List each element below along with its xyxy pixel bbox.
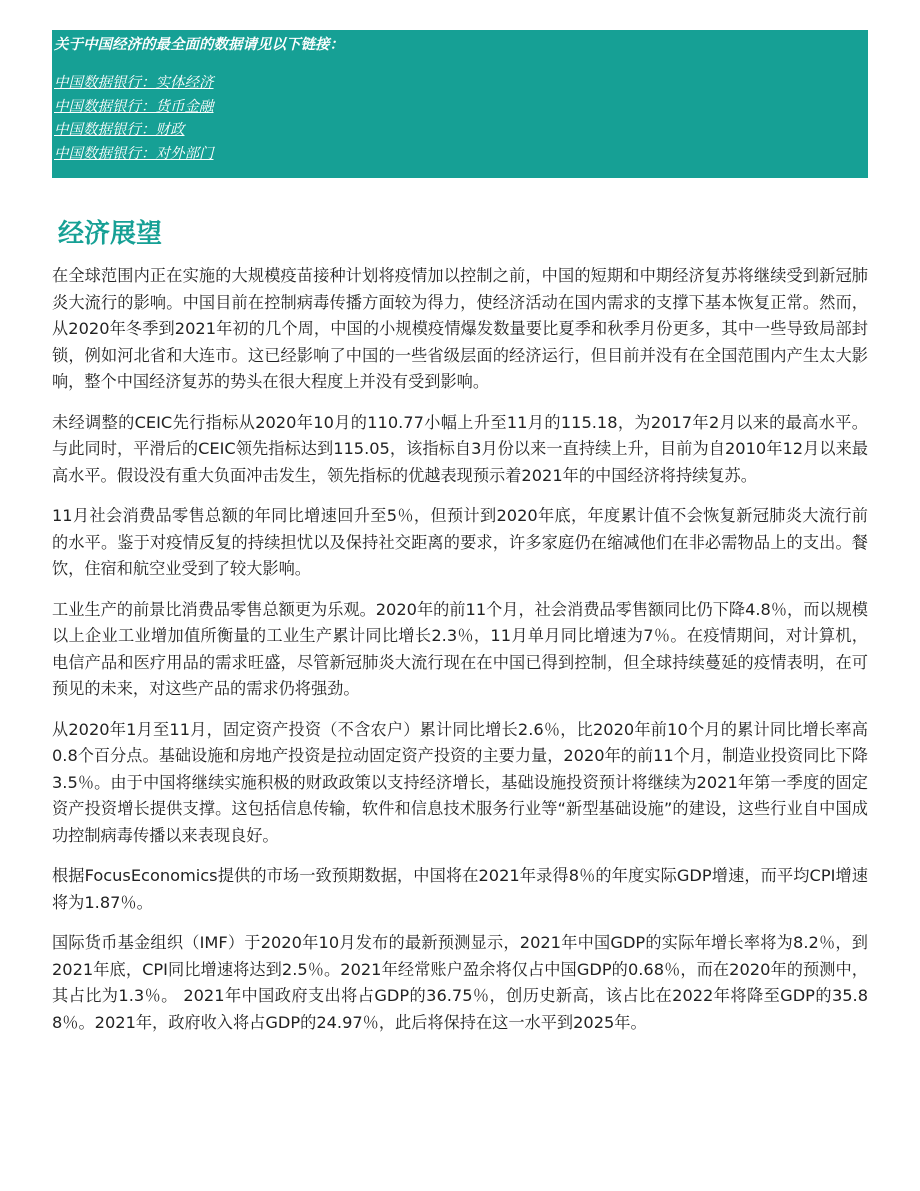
data-links-box xyxy=(52,30,868,178)
paragraph-imf-forecast: 国际货币基金组织（IMF）于2020年10月发布的最新预测显示，2021年中国GDP的实际年增长率将为8.2％，到2021年底，CPI同比增速将达到2.5％。2021年经常账户盈余将仅占中国GDP的0.68％，而在2020年的预测中，其占比为1.3％。 2021年中国政府支出将占GDP的36.75％，创历史新高，该占比在2022年将降至GDP的35.88％。2021年，政府收入将占GDP的24.97％，此后将保持在这一水平到2025年。 xyxy=(52,933,868,1032)
paragraph-industrial-production: 工业生产的前景比消费品零售总额更为乐观。2020年的前11个月，社会消费品零售额同比仍下降4.8％，而以规模以上企业工业增加值所衡量的工业生产累计同比增长2.3％，11月单月同比增速为7％。在疫情期间，对计算机，电信产品和医疗用品的需求旺盛，尽管新冠肺炎大流行现在在中国已得到控制，但全球持续蔓延的疫情表明，在可预见的未来，对这些产品的需求仍将强劲。 xyxy=(52,599,868,698)
link-item xyxy=(54,119,866,143)
section-heading: 经济展望 xyxy=(58,219,163,249)
link-list xyxy=(54,72,866,166)
paragraph-leading-indicator: 未经调整的CEIC先行指标从2020年10月的110.77小幅上升至11月的115.18，为2017年2月以来的最高水平。与此同时，平滑后的CEIC领先指标达到115.05，该指标自3月份以来一直持续上升，目前为自2010年12月以来最高水平。假设没有重大负面冲击发生，领先指标的优越表现预示着2021年的中国经济将持续复苏。 xyxy=(52,412,868,485)
link-external-sector[interactable]: 中国数据银行：对外部门 xyxy=(54,145,214,162)
paragraph-retail-sales: 11月社会消费品零售总额的年同比增速回升至5％，但预计到2020年底，年度累计值不会恢复新冠肺炎大流行前的水平。鉴于对疫情反复的持续担忧以及保持社交距离的要求，许多家庭仍在缩减他们在非必需物品上的支出。餐饮，住宿和航空业受到了较大影响。 xyxy=(52,506,868,578)
paragraph-outlook-intro: 在全球范围内正在实施的大规模疫苗接种计划将疫情加以控制之前，中国的短期和中期经济复苏将继续受到新冠肺炎大流行的影响。中国目前在控制病毒传播方面较为得力，使经济活动在国内需求的支撑下基本恢复正常。然而，从2020年冬季到2021年初的几个周，中国的小规模疫情爆发数量要比夏季和秋季月份更多，其中一些导致局部封锁，例如河北省和大连市。这已经影响了中国的一些省级层面的经济运行，但目前并没有在全国范围内产生太大影响，整个中国经济复苏的势头在很大程度上并没有受到影响。 xyxy=(52,266,868,391)
paragraph-fixed-asset-investment: 从2020年1月至11月，固定资产投资（不含农户）累计同比增长2.6％，比2020年前10个月的累计同比增长率高0.8个百分点。基础设施和房地产投资是拉动固定资产投资的主要力量，2020年的前11个月，制造业投资同比下降3.5％。由于中国将继续实施积极的财政政策以支持经济增长，基础设施投资预计将继续为2021年第一季度的固定资产投资增长提供支撑。这包括信息传输，软件和信息技术服务行业等“新型基础设施”的建设，这些行业自中国成功控制病毒传播以来表现良好。 xyxy=(52,719,868,845)
link-monetary-finance[interactable]: 中国数据银行：货币金融 xyxy=(54,98,214,115)
link-real-economy[interactable]: 中国数据银行：实体经济 xyxy=(54,75,214,91)
links-box-title: 关于中国经济的最全面的数据请见以下链接： xyxy=(54,37,344,53)
link-item xyxy=(54,96,866,120)
link-item xyxy=(54,72,866,96)
link-fiscal[interactable]: 中国数据银行：财政 xyxy=(54,122,185,138)
link-item xyxy=(54,143,866,167)
article-body xyxy=(52,263,868,1050)
paragraph-consensus-forecast: 根据FocusEconomics提供的市场一致预期数据，中国将在2021年录得8％的年度实际GDP增速，而平均CPI增速将为1.87％。 xyxy=(52,866,868,912)
